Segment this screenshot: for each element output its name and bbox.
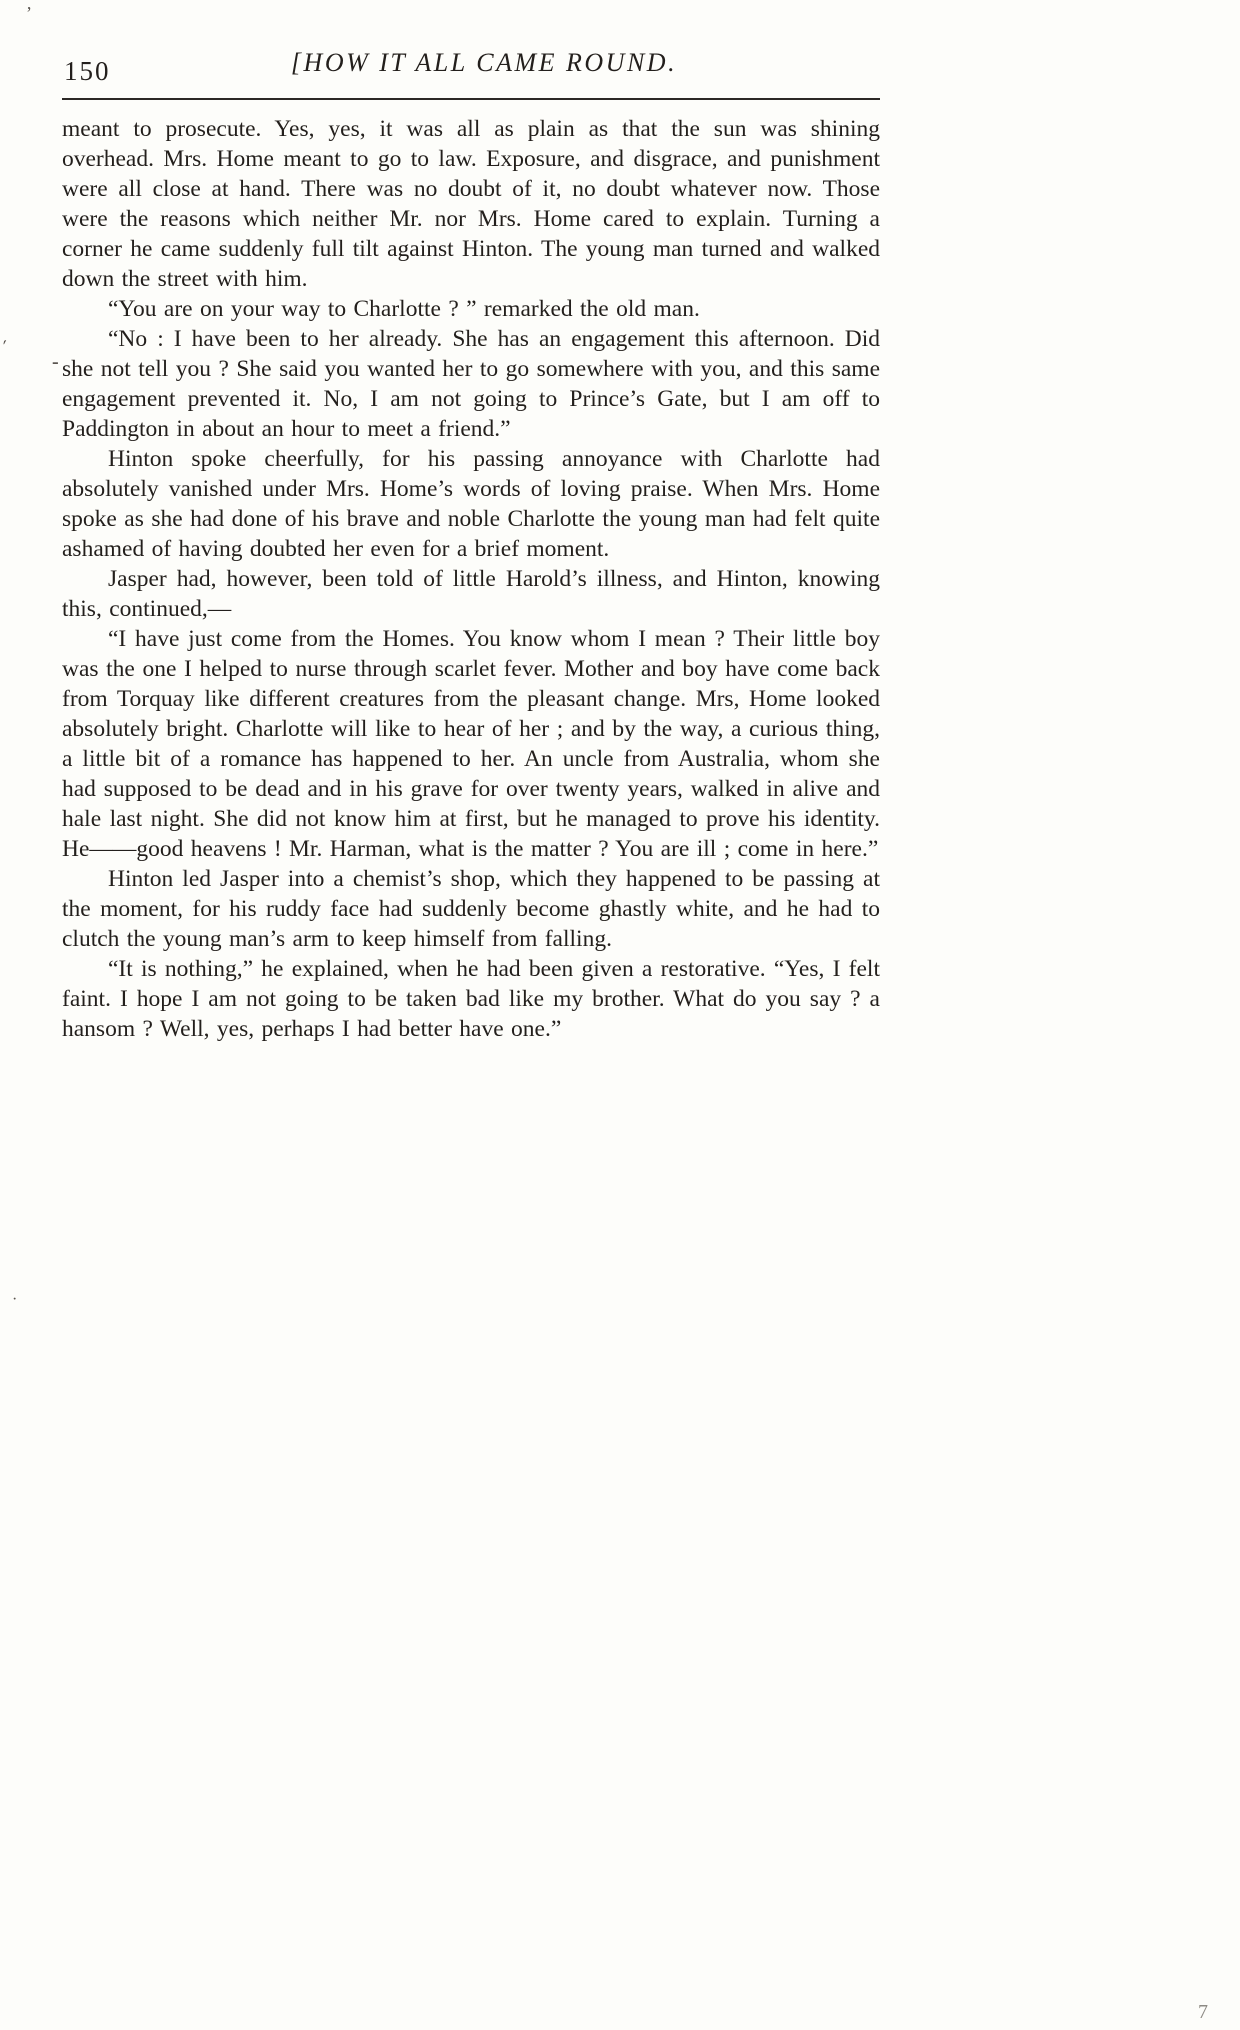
page-body — [62, 114, 880, 1044]
paragraph: “It is nothing,” he explained, when he had been given a restorative. “Yes, I felt faint. I hope I am not going to be taken bad like my brother. What do you say ? a hansom ? Well, yes, perhaps I had better have one.” — [62, 956, 880, 1042]
paragraph: Jasper had, however, been told of little Harold’s illness, and Hinton, knowing this, continued,— — [62, 566, 880, 622]
paragraph: Hinton spoke cheerfully, for his passing annoyance with Charlotte had absolutely vanished under Mrs. Home’s words of loving praise. When Mrs. Home spoke as she had done of his brave and noble Charlotte the young man had felt quite ashamed of having doubted her even for a brief moment. — [62, 446, 880, 562]
paragraph: “No : I have been to her already. She has an engagement this afternoon. Did she not tell you ? She said you wanted her to go somewhere with you, and this same engagement prevented it. No, I am not going to Prince’s Gate, but I am off to Paddington in about an hour to meet a friend.” — [62, 326, 880, 442]
text-column — [62, 48, 880, 1044]
scan-artifact: - — [52, 351, 59, 373]
running-title: [HOW IT ALL CAME ROUND. — [290, 48, 678, 77]
page-number: 150 — [64, 56, 111, 86]
scan-artifact: ´ — [0, 336, 16, 360]
scan-artifact: ’ — [26, 3, 32, 23]
scan-artifact: 7 — [1198, 2001, 1208, 2023]
scan-artifact: · — [12, 1291, 18, 1308]
paragraph: Hinton led Jasper into a chemist’s shop, which they happened to be passing at the moment, for his ruddy face had suddenly become ghastly white, and he had to clutch the young man’s arm to keep himself from falling. — [62, 866, 880, 952]
paragraph: meant to prosecute. Yes, yes, it was all as plain as that the sun was shining overhead. Mrs. Home meant to go to law. Exposure, and disgrace, and punishment were all close at hand. There was no doubt of it, no doubt whatever now. Those were the reasons which neither Mr. nor Mrs. Home cared to explain. Turning a corner he came suddenly full tilt against Hinton. The young man turned and walked down the street with him. — [62, 116, 880, 292]
paragraph: “You are on your way to Charlotte ? ” remarked the old man. — [108, 296, 700, 322]
paragraph: “I have just come from the Homes. You know whom I mean ? Their little boy was the one I helped to nurse through scarlet fever. Mother and boy have come back from Torquay like different creatures from the pleasant change. Mrs, Home looked absolutely bright. Charlotte will like to hear of her ; and by the way, a curious thing, a little bit of a romance has happened to her. An uncle from Australia, whom she had supposed to be dead and in his grave for over twenty years, walked in alive and hale last night. She did not know him at first, but he managed to prove his identity. He——good heavens ! Mr. Harman, what is the matter ? You are ill ; come in here.” — [62, 626, 880, 862]
page-header — [62, 48, 880, 92]
header-rule — [62, 98, 880, 100]
